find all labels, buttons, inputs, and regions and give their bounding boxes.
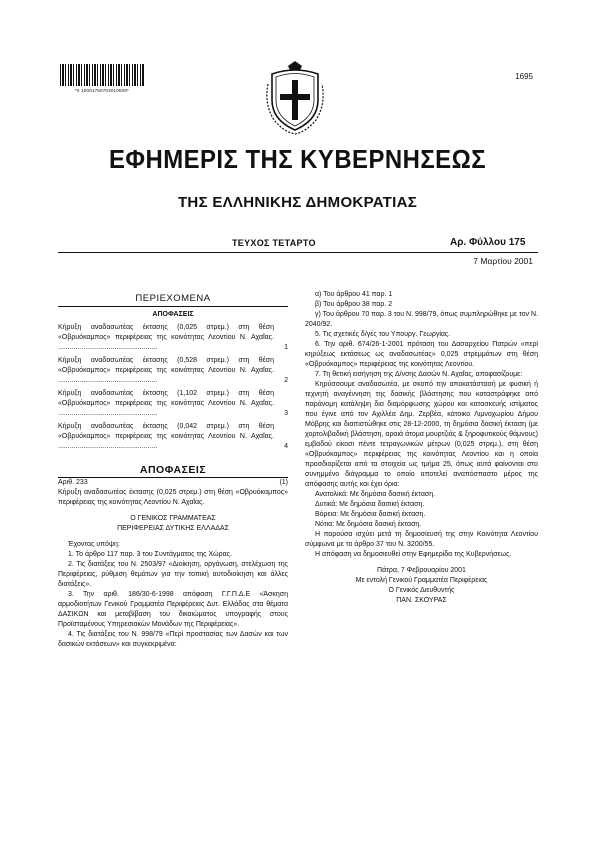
toc-item-text: Κήρυξη αναδασωτέας έκτασης (0,528 στρεμ.) στη θέση «Οβρυόκαμπος» περιφέρειας της κοινότητας Λεοντίου Ν. Αχαΐας. ................................................... bbox=[58, 357, 274, 384]
gazette-subtitle: ΤΗΣ ΕΛΛΗΝΙΚΗΣ ΔΗΜΟΚΡΑΤΙΑΣ bbox=[177, 194, 418, 211]
consideration-paragraph: 3. Την αριθ. 186/30-6-1998 απόφαση Γ.Γ.Π.Δ.Ε «Άσκηση αρμοδιοτήτων Γενικού Γραμματέα Περιφέρειας Δυτ. Ελλάδας στα θέματα ΔΑΣΙΚΩΝ και μεταβίβαση του δικαιώματος υπογραφής στους Προϊσταμένους Υπηρεσιακών Μονάδων της Περιφέρειας». bbox=[58, 591, 288, 628]
issue-date: 7 Μαρτίου 2001 bbox=[473, 256, 533, 266]
signature-line-1: Με εντολή Γενικού Γραμματέα Περιφέρειας bbox=[355, 577, 488, 584]
boundary-west: Δυτικά: Με δημόσια δασική έκταση. bbox=[315, 501, 425, 508]
barcode bbox=[60, 64, 144, 86]
consideration-paragraph: 6. Την αριθ. 674/26-1-2001 πρόταση του Δασαρχείου Πατρών «περί κηρύξεως εκτάσεως ως αναδασωτέας» 0,025 στρεμμάτων στη θέση «Οβρυόκαμπος» περιφέρειας της κοινότητας Λεοντίου. bbox=[305, 341, 538, 368]
sheet-number: Αρ. Φύλλου 175 bbox=[450, 237, 526, 248]
barcode-number: *0 10001750703010008* bbox=[74, 88, 129, 93]
contents-heading: ΠΕΡΙΕΧΟΜΕΝΑ bbox=[135, 293, 211, 304]
authority-line-2: ΠΕΡΙΦΕΡΕΙΑΣ ΔΥΤΙΚΗΣ ΕΛΛΑΔΑΣ bbox=[117, 525, 229, 532]
decision-ref: (1) bbox=[279, 479, 288, 486]
header-divider bbox=[58, 252, 538, 253]
contents-divider bbox=[58, 306, 288, 307]
considering-label: Έχοντας υπόψη: bbox=[68, 541, 120, 548]
authority-line-1: Ο ΓΕΝΙΚΟΣ ΓΡΑΜΜΑΤΕΑΣ bbox=[130, 515, 216, 522]
decision-title: Κήρυξη αναδασωτέας έκτασης (0,025 στρεμ.) στη θέση «Οβρυόκαμπος» περιφέρειας της κοινότητας Λεοντίου Ν. Αχαΐας. bbox=[58, 489, 288, 506]
publication-paragraph: Η απόφαση να δημοσιευθεί στην Εφημερίδα της Κυβερνήσεως. bbox=[315, 551, 512, 558]
signature-place-date: Πάτρα, 7 Φεβρουαρίου 2001 bbox=[377, 567, 466, 574]
toc-item-text: Κήρυξη αναδασωτέας έκτασης (0,025 στρεμ.) στη θέση «Οβρυόκαμπος» περιφέρειας της κοινότητας Λεοντίου Ν. Αχαΐας. ................................................... bbox=[58, 324, 274, 351]
toc-item-page: 2 bbox=[284, 377, 288, 384]
consideration-paragraph: 7. Τη θετική εισήγηση της Δ/νσης Δασών Ν. Αχαΐας, αποφασίζουμε: bbox=[315, 371, 523, 378]
consideration-paragraph: 1. Το άρθρο 117 παρ. 3 του Συντάγματος της Χώρας. bbox=[68, 551, 232, 558]
contents-subheading: ΑΠΟΦΑΣΕΙΣ bbox=[152, 311, 194, 318]
decisions-heading: ΑΠΟΦΑΣΕΙΣ bbox=[139, 464, 207, 476]
toc-item bbox=[58, 356, 288, 386]
decision-number-row bbox=[58, 478, 288, 488]
validity-paragraph: Η παρούσα ισχύει μετά τη δημοσίευσή της στην Κοινότητα Λεοντίου σύμφωνα με το άρθρο 37 του Ν. 3200/55. bbox=[305, 531, 538, 548]
toc-item-text: Κήρυξη αναδασωτέας έκτασης (0,042 στρεμ.) στη θέση «Οβρυόκαμπος» περιφέρειας της κοινότητας Λεοντίου Ν. Αχαΐας. ................................................... bbox=[58, 423, 274, 450]
article-item: β) Του άρθρου 38 παρ. 2 bbox=[315, 301, 393, 308]
boundary-east: Ανατολικά: Με δημόσια δασική έκταση. bbox=[315, 491, 436, 498]
consideration-paragraph: 4. Τις διατάξεις του Ν. 998/79 «Περί προστασίας των Δασών και των δασικών εκτάσεων» και συγκεκριμένα: bbox=[58, 631, 288, 648]
greek-coat-of-arms-icon bbox=[262, 60, 328, 136]
decision-number: Αριθ. 233 bbox=[58, 479, 88, 486]
issue-type: ΤΕΥΧΟΣ ΤΕΤΑΡΤΟ bbox=[232, 238, 316, 248]
right-column bbox=[305, 290, 538, 606]
article-item: α) Του άρθρου 41 παρ. 1 bbox=[315, 291, 393, 298]
gazette-title: ΕΦΗΜΕΡΙΣ ΤΗΣ ΚΥΒΕΡΝΗΣΕΩΣ bbox=[108, 144, 487, 174]
article-item: γ) Του άρθρου 70 παρ. 3 του Ν. 998/79, όπως συμπληρώθηκε με τον Ν. 2040/92. bbox=[305, 311, 538, 328]
left-column bbox=[58, 290, 288, 650]
toc-item-page: 3 bbox=[284, 410, 288, 417]
toc-item bbox=[58, 323, 288, 353]
boundary-south: Νότια: Με δημόσια δασική έκταση. bbox=[315, 521, 422, 528]
toc-item bbox=[58, 422, 288, 452]
consideration-paragraph: 2. Τις διατάξεις του Ν. 2503/97 «Διοίκηση, οργάνωση, στελέχωση της Περιφέρειας, ρύθμιση θεμάτων για την τοπική αυτοδιοίκηση και άλλες διατάξεις». bbox=[58, 561, 288, 588]
page-number: 1695 bbox=[515, 72, 533, 81]
toc-item-page: 4 bbox=[284, 443, 288, 450]
toc-item bbox=[58, 389, 288, 419]
boundary-north: Βόρεια: Με δημόσια δασική έκταση. bbox=[315, 511, 426, 518]
toc-item-text: Κήρυξη αναδασωτέας έκτασης (1,102 στρεμ.) στη θέση «Οβρυόκαμπος» περιφέρειας της κοινότητας Λεοντίου Ν. Αχαΐας. ................................................... bbox=[58, 390, 274, 417]
toc-item-page: 1 bbox=[284, 344, 288, 351]
decision-body: Κηρύσσουμε αναδασωτέα, με σκοπό την αποκατάστασή με φυσική ή τεχνητή αναγέννηση της δασικής βλάστησης που καταστράφηκε από παράνομη κατάληψη δια διαμόρφωσης χώρου και κατασκευής ιστίματος που έγινε από τον Αχιλλέα Δημ. Ζερβέα, κάτοικο Λιμνοχωρίου Δήμου Μόβρης και διαπιστώθηκε στις 28-12-2000, τη δημόσια δασική έκταση (με χορτολιβαδική βλάστηση, αραιά άτομα μουρτζιάς & ξηροφυτικούς θάμνους) εμβαδού είκοσι πέντε τετραγωνικών μέτρων (0,025 στρεμ.), στη θέση «Οβρυόκαμπος» περιφέρειας της κοινότητας Λεοντίου και η οποία προσδιορίζεται από τα στοιχεία ως τμήμα 25, όπως αυτά φαίνονται στο συνημμένο διάγραμμα το οποίο αποτελεί αναπόσπαστο μέρος της απόφασης αυτής και έχει όρια: bbox=[305, 381, 538, 488]
consideration-paragraph: 5. Τις σχετικές δ/γές του Υπουργ. Γεωργίας. bbox=[315, 331, 451, 338]
signatory-name: ΠΑΝ. ΣΚΟΥΡΑΣ bbox=[396, 597, 447, 604]
signature-line-2: Ο Γενικός Διευθυντής bbox=[388, 587, 455, 594]
